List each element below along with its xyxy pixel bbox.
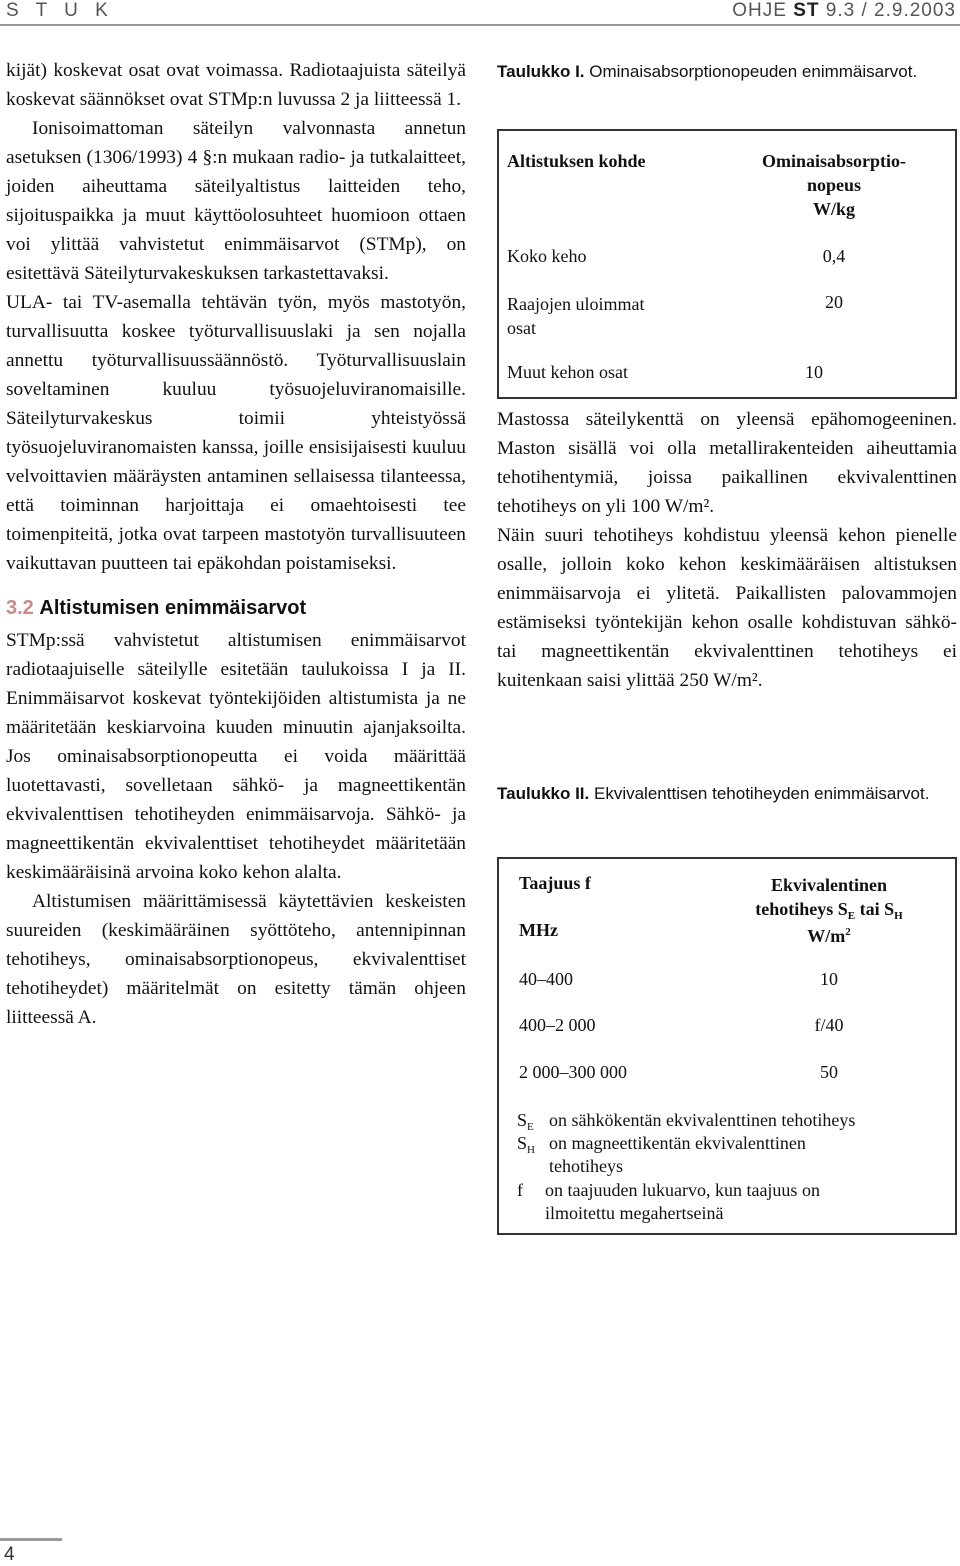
table2-col2-header-line: Ekvivalentinen — [770, 875, 888, 895]
legend-text-line: on magneettikentän ekvivalenttinen — [549, 1133, 806, 1153]
table2-col2-header — [739, 873, 919, 951]
table1-cell-value: 10 — [805, 362, 823, 382]
legend-sh — [517, 1132, 535, 1158]
subscript-h: H — [894, 910, 903, 922]
legend-text-line: on taajuuden lukuarvo, kun taajuus on — [545, 1180, 820, 1200]
table1-cell-value: 0,4 — [822, 246, 846, 266]
section-heading — [6, 592, 466, 624]
table2-cell-freq: 40–400 — [519, 969, 573, 989]
table1-cell-target: Muut kehon osat — [507, 362, 628, 382]
footer-rule — [0, 1538, 62, 1541]
header-publisher: S T U K — [6, 0, 114, 21]
table2-cell-freq: 2 000–300 000 — [519, 1062, 627, 1082]
table1-cell-value: 20 — [825, 292, 843, 312]
page-number: 4 — [4, 1544, 15, 1565]
header-rule — [0, 24, 960, 26]
table2-cell-freq: 400–2 000 — [519, 1015, 596, 1035]
section-number: 3.2 — [6, 597, 34, 619]
table2-unit: W/m — [807, 926, 846, 946]
legend-text-line: ilmoitettu megahertseinä — [545, 1203, 724, 1223]
subscript-e: E — [847, 910, 856, 922]
paragraph: kijät) koskevat osat ovat voimassa. Radiotaajuista säteilyä koskevat säännökset ovat STMp:n luvussa 2 ja liitteessä 1. — [6, 60, 466, 110]
header-guide-prefix: OHJE — [732, 0, 794, 21]
table2 — [497, 857, 957, 1235]
table2-col1-unit: MHz — [519, 920, 558, 940]
paragraph: Näin suuri tehotiheys kohdistuu yleensä kehon pienelle osalle, jolloin koko kehon keskimääräisen altistuksen enimmäisarvoja ei ylitetä. Paikallisten palovammojen estämiseksi työntekijän kehon osalle kohdistuvan sähkö- tai magneettikentän ekvivalenttinen tehotiheys ei kuitenkaan saisi ylittää 250 W/m². — [497, 525, 957, 691]
paragraph: Ionisoimattoman säteilyn valvonnasta annetun asetuksen (1306/1993) 4 §:n mukaan radio- ja tutkalaitteet, joiden aiheuttama säteilyaltistus laitteiden teho, sijoituspaikka ja muut käyttöolosuhteet huomioon ottaen voi ylittää vahvistetut enimmäisarvot (STMp), on esitettävä Säteilyturvakeskuksen tarkastettavaksi. — [6, 118, 466, 284]
legend-symbol: S — [517, 1110, 528, 1130]
legend-sh-text — [549, 1132, 806, 1178]
paragraph: Altistumisen määrittämisessä käytettävien keskeisten suureiden (keskimääräinen syöttöteho, antennipinnan tehotiheys, ominaisabsorptionopeus, ekvivalenttiset tehotiheydet) määritelmät on esitetty tämän ohjeen liitteessä A. — [6, 891, 466, 1028]
table2-cell-value: f/40 — [814, 1015, 844, 1035]
table1-col2-header — [739, 149, 929, 221]
table1-col2-header-line: Ominaisabsorptio- — [761, 151, 907, 171]
right-column-text — [497, 405, 957, 695]
table1-caption-label: Taulukko I. — [497, 62, 585, 81]
header-guide-series: ST — [793, 0, 820, 21]
table1-col2-header-line: nopeus — [806, 175, 862, 195]
table2-se-label: tehotiheys S — [755, 899, 848, 919]
table1-cell-target: Koko keho — [507, 246, 587, 266]
page-header — [0, 0, 960, 24]
table2-sh-label: tai S — [855, 899, 895, 919]
table1-col2-header-line: W/kg — [812, 199, 855, 219]
table2-caption-label: Taulukko II. — [497, 784, 590, 803]
paragraph: STMp:ssä vahvistetut altistumisen enimmäisarvot radiotaajuiselle säteilylle esitetään taulukoissa I ja II. Enimmäisarvot koskevat työntekijöiden altistumista ja ne määritetään keskiarvoina kuuden minuutin ajanjaksoilta. Jos ominaisabsorptionopeutta ei voida määrittää luotettavasti, sovelletaan sähkö- ja magneettikentän ekvivalenttisen tehotiheyden enimmäisarvoja. Sähkö- ja magneettikentän ekvivalenttiset tehotiheydet määritetään keskimääräisinä arvoina koko kehon alalta. — [6, 630, 466, 883]
table2-cell-value: 10 — [820, 969, 838, 989]
table1-col1-header: Altistuksen kohde — [507, 151, 646, 171]
table1 — [497, 129, 957, 399]
table1-cell-target-line: Raajojen uloimmat — [507, 294, 645, 314]
subscript-e: E — [527, 1121, 534, 1133]
table2-col1-header: Taajuus f — [519, 873, 591, 893]
table2-col2-header-line — [739, 897, 919, 924]
header-guide-number: 9.3 / 2.9.2003 — [819, 0, 956, 21]
table2-col2-header-line — [739, 924, 919, 951]
table2-caption — [497, 782, 957, 806]
left-column — [6, 56, 466, 1032]
legend-f: f — [517, 1180, 523, 1200]
table1-cell-target — [507, 292, 644, 340]
table1-caption — [497, 60, 957, 84]
legend-symbol: S — [517, 1133, 528, 1153]
table1-cell-target-line: osat — [507, 318, 536, 338]
subscript-h: H — [527, 1144, 535, 1156]
legend-f-text — [545, 1179, 820, 1225]
legend-text-line: tehotiheys — [549, 1156, 623, 1176]
legend-se-text: on sähkökentän ekvivalenttinen tehotiheys — [549, 1110, 856, 1130]
table2-cell-value: 50 — [820, 1062, 838, 1082]
paragraph: ULA- tai TV-asemalla tehtävän työn, myös mastotyön, turvallisuutta koskee työturvallisuuslaki ja sen nojalla annettu työturvallisuussäännöstö. Työturvallisuuslain soveltaminen kuuluu työsuojeluviranomaisille. Säteilyturvakeskus toimii yhteistyössä työsuojeluviranomaisten kanssa, joille ensisijaisesti kuuluu velvoittavien määräysten antaminen sellaisessa tilanteessa, että toiminnan harjoittaja ei omaehtoisesti tee toimenpiteitä, jotka ovat tarpeen mastotyön turvallisuuteen vaikuttavan puutteen tai epäkohdan poistamiseksi. — [6, 292, 466, 574]
table2-caption-text: Ekvivalenttisen tehotiheyden enimmäisarvot. — [589, 784, 930, 803]
paragraph: Mastossa säteilykenttä on yleensä epähomogeeninen. Maston sisällä voi olla metallirakenteiden aiheuttamia tehotihentymiä, joissa paikallinen ekvivalenttinen tehotiheys on yli 100 W/m². — [497, 409, 957, 517]
section-title: Altistumisen enimmäisarvot — [39, 597, 307, 619]
table1-caption-text: Ominaisabsorptionopeuden enimmäisarvot. — [584, 62, 918, 81]
header-guide-id — [732, 0, 956, 22]
superscript-2: 2 — [845, 926, 851, 938]
